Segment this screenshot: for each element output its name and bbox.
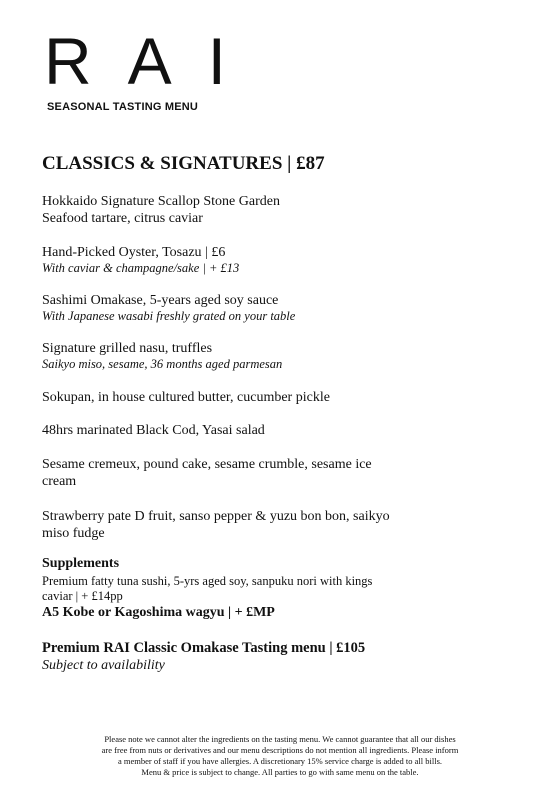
- item-description: Saikyo miso, sesame, 36 months aged parmesan: [42, 357, 283, 371]
- item-name: Strawberry pate D fruit, sanso pepper & yuzu bon bon, saikyo miso fudge: [42, 509, 390, 541]
- menu-item: [42, 389, 442, 406]
- item-name-line2: Seafood tartare, citrus caviar: [42, 211, 203, 226]
- rai-logo: RAI: [44, 24, 263, 98]
- footer-line: are free from nuts or derivatives and our menu descriptions do not mention all ingredients. Please inform: [101, 745, 459, 755]
- supplements-title: Supplements: [42, 556, 120, 571]
- menu-item: [42, 340, 402, 372]
- item-name: Hand-Picked Oyster, Tosazu | £6: [42, 245, 226, 260]
- item-name: 48hrs marinated Black Cod, Yasai salad: [42, 423, 265, 438]
- footer-line: a member of staff if you have allergies. A discretionary 15% service charge is added to all bills.: [117, 756, 443, 766]
- item-name: Hokkaido Signature Scallop Stone Garden: [42, 194, 280, 209]
- footer-line: Menu & price is subject to change. All parties to go with same menu on the table.: [141, 767, 419, 777]
- footer-line: Please note we cannot alter the ingredients on the tasting menu. We cannot guarantee that all our dishes: [104, 734, 456, 744]
- menu-subtitle: SEASONAL TASTING MENU: [47, 101, 199, 113]
- premium-menu-title: Premium RAI Classic Omakase Tasting menu | £105: [42, 640, 366, 656]
- item-name: Sashimi Omakase, 5-years aged soy sauce: [42, 293, 279, 308]
- section-title: CLASSICS & SIGNATURES | £87: [42, 153, 325, 174]
- item-name: Signature grilled nasu, truffles: [42, 341, 213, 356]
- menu-item: [42, 422, 402, 439]
- menu-item: [42, 193, 402, 227]
- item-description: With Japanese wasabi freshly grated on your table: [42, 309, 296, 323]
- menu-item: [42, 456, 392, 490]
- item-name: Sesame cremeux, pound cake, sesame crumble, sesame ice cream: [42, 457, 372, 489]
- item-name: Sokupan, in house cultured butter, cucumber pickle: [42, 390, 330, 405]
- menu-item: [42, 244, 402, 276]
- footer-disclaimer: [60, 734, 500, 778]
- supplements-description: Premium fatty tuna sushi, 5-yrs aged soy, sanpuku nori with kings caviar | + £14pp: [42, 574, 373, 603]
- menu-item: [42, 508, 392, 542]
- supplements-wagyu: A5 Kobe or Kagoshima wagyu | + £MP: [42, 605, 275, 620]
- menu-item: [42, 292, 402, 324]
- premium-menu-note: Subject to availability: [42, 658, 165, 673]
- item-description: With caviar & champagne/sake | + £13: [42, 261, 240, 275]
